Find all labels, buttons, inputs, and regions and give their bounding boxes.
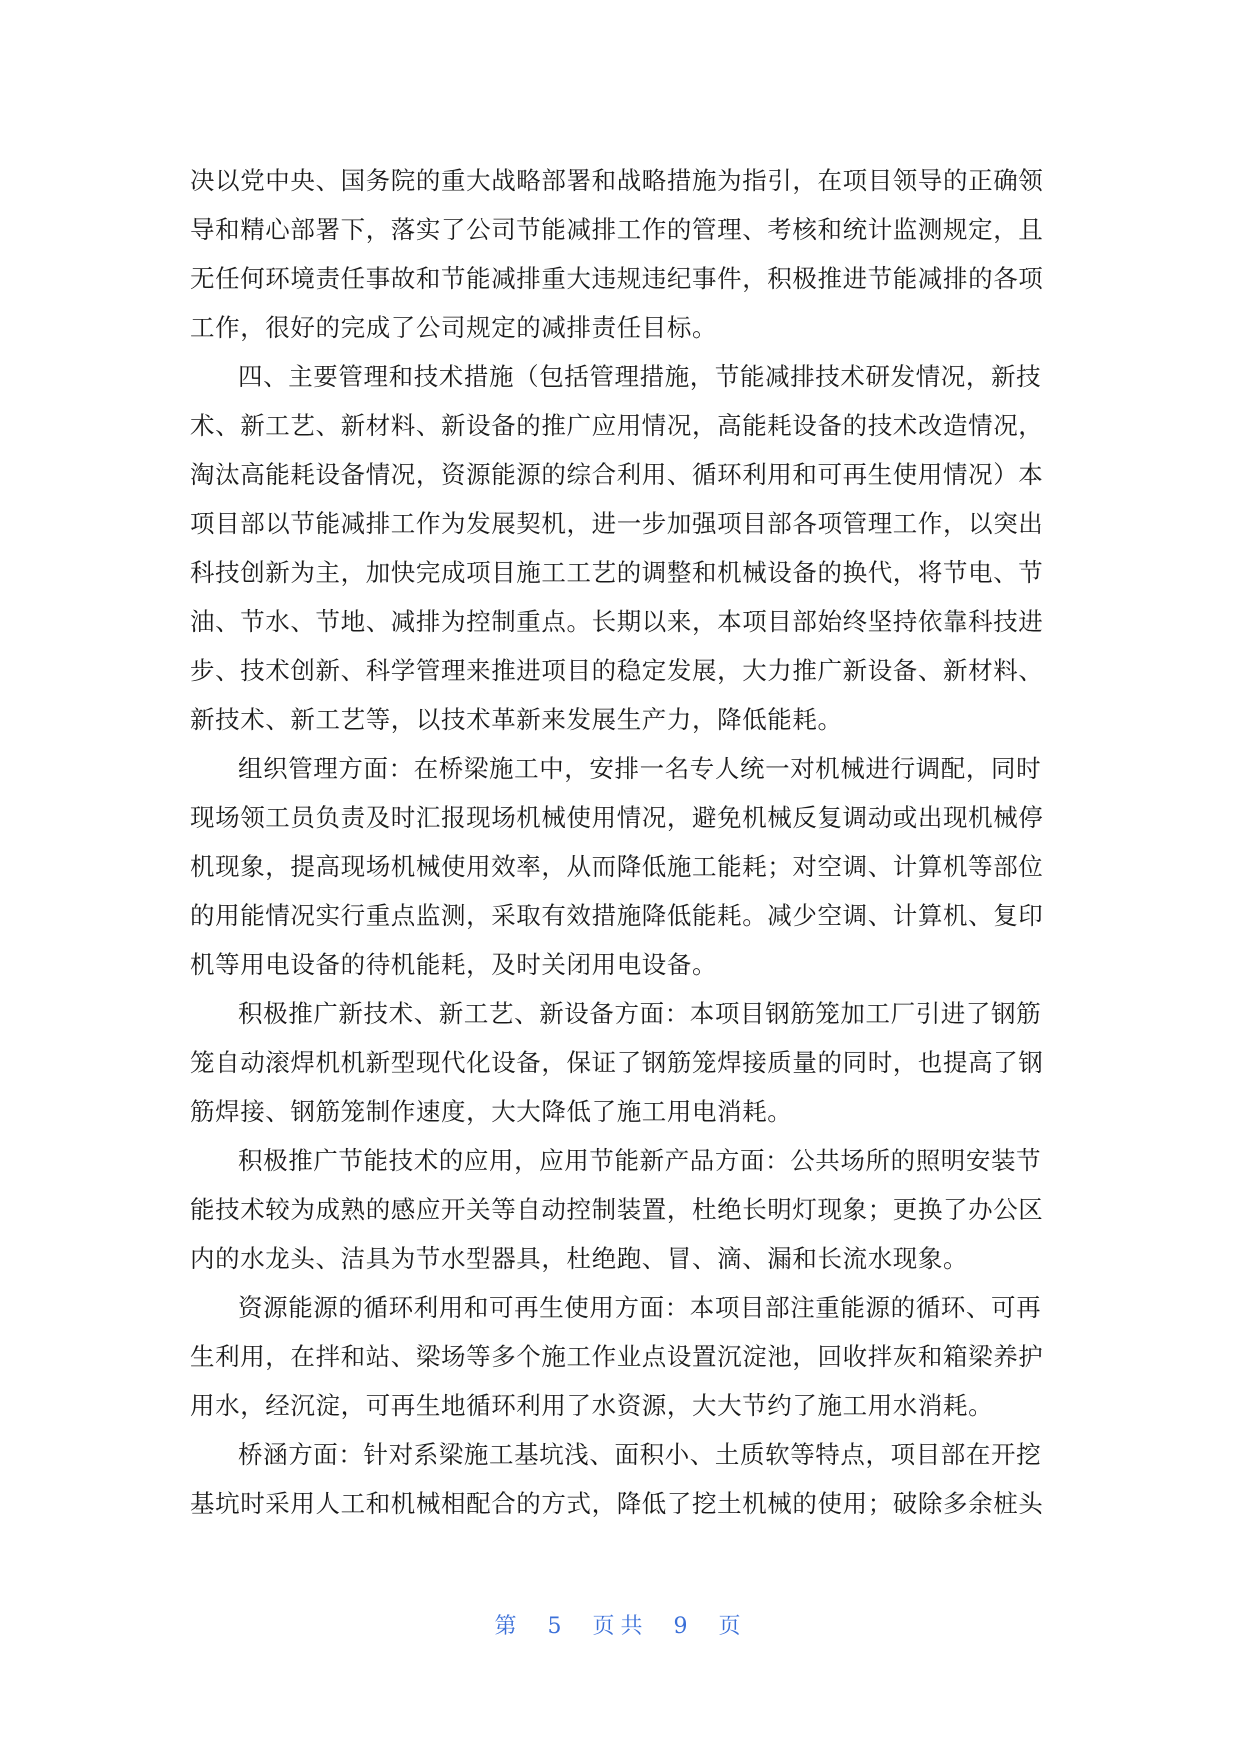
page-label-prefix: 第 bbox=[494, 1614, 523, 1639]
text-line: 积极推广新技术、新工艺、新设备方面：本项目钢筋笼加工厂引进了钢筋 bbox=[238, 999, 1042, 1028]
text-line: 无任何环境责任事故和节能减排重大违规违纪事件，积极推进节能减排的各项 bbox=[190, 264, 1044, 293]
paragraph bbox=[190, 1136, 1052, 1283]
text-line: 桥涵方面：针对系梁施工基坑浅、面积小、土质软等特点，项目部在开挖 bbox=[238, 1440, 1042, 1469]
text-line: 资源能源的循环利用和可再生使用方面：本项目部注重能源的循环、可再 bbox=[238, 1293, 1042, 1322]
text-line: 笼自动滚焊机机新型现代化设备，保证了钢筋笼焊接质量的同时，也提高了钢 bbox=[190, 1048, 1044, 1077]
text-line: 用水，经沉淀，可再生地循环利用了水资源，大大节约了施工用水消耗。 bbox=[190, 1391, 994, 1420]
text-line: 现场领工员负责及时汇报现场机械使用情况，避免机械反复调动或出现机械停 bbox=[190, 803, 1044, 832]
paragraph bbox=[190, 156, 1052, 352]
text-line: 项目部以节能减排工作为发展契机，进一步加强项目部各项管理工作，以突出 bbox=[190, 509, 1044, 538]
text-line: 科技创新为主，加快完成项目施工工艺的调整和机械设备的换代，将节电、节 bbox=[190, 558, 1044, 587]
page-label-middle: 页共 bbox=[592, 1614, 649, 1639]
document-body bbox=[190, 156, 1052, 1528]
text-line: 导和精心部署下，落实了公司节能减排工作的管理、考核和统计监测规定，且 bbox=[190, 215, 1044, 244]
page-label-suffix: 页 bbox=[718, 1614, 747, 1639]
page-footer bbox=[0, 1609, 1241, 1640]
text-line: 机现象，提高现场机械使用效率，从而降低施工能耗；对空调、计算机等部位 bbox=[190, 852, 1044, 881]
text-line: 淘汰高能耗设备情况，资源能源的综合利用、循环利用和可再生使用情况）本 bbox=[190, 460, 1044, 489]
paragraph bbox=[190, 1283, 1052, 1430]
text-line: 工作，很好的完成了公司规定的减排责任目标。 bbox=[190, 313, 718, 342]
text-line: 积极推广节能技术的应用，应用节能新产品方面：公共场所的照明安装节 bbox=[238, 1146, 1042, 1175]
text-line: 新技术、新工艺等，以技术革新来发展生产力，降低能耗。 bbox=[190, 705, 843, 734]
text-line: 机等用电设备的待机能耗，及时关闭用电设备。 bbox=[190, 950, 718, 979]
text-line: 四、主要管理和技术措施（包括管理措施，节能减排技术研发情况，新技 bbox=[238, 362, 1042, 391]
text-line: 的用能情况实行重点监测，采取有效措施降低能耗。减少空调、计算机、复印 bbox=[190, 901, 1044, 930]
text-line: 组织管理方面：在桥梁施工中，安排一名专人统一对机械进行调配，同时 bbox=[238, 754, 1042, 783]
text-line: 筋焊接、钢筋笼制作速度，大大降低了施工用电消耗。 bbox=[190, 1097, 793, 1126]
current-page-number: 5 bbox=[547, 1614, 568, 1639]
text-line: 术、新工艺、新材料、新设备的推广应用情况，高能耗设备的技术改造情况， bbox=[190, 411, 1044, 440]
text-line: 内的水龙头、洁具为节水型器具，杜绝跑、冒、滴、漏和长流水现象。 bbox=[190, 1244, 969, 1273]
total-pages-number: 9 bbox=[673, 1614, 694, 1639]
text-line: 能技术较为成熟的感应开关等自动控制装置，杜绝长明灯现象；更换了办公区 bbox=[190, 1195, 1044, 1224]
paragraph bbox=[190, 744, 1052, 989]
paragraph bbox=[190, 352, 1052, 744]
text-line: 基坑时采用人工和机械相配合的方式，降低了挖土机械的使用；破除多余桩头 bbox=[190, 1489, 1044, 1518]
paragraph bbox=[190, 989, 1052, 1136]
paragraph bbox=[190, 1430, 1052, 1528]
text-line: 决以党中央、国务院的重大战略部署和战略措施为指引，在项目领导的正确领 bbox=[190, 166, 1044, 195]
text-line: 油、节水、节地、减排为控制重点。长期以来，本项目部始终坚持依靠科技进 bbox=[190, 607, 1044, 636]
text-line: 生利用，在拌和站、梁场等多个施工作业点设置沉淀池，回收拌灰和箱梁养护 bbox=[190, 1342, 1044, 1371]
text-line: 步、技术创新、科学管理来推进项目的稳定发展，大力推广新设备、新材料、 bbox=[190, 656, 1044, 685]
